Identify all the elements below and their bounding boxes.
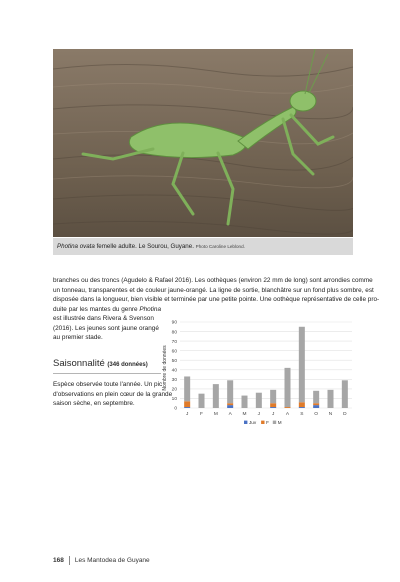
body-line-4 xyxy=(53,305,161,315)
x-tick-label: J xyxy=(257,412,261,417)
bar-juv-9 xyxy=(313,405,319,408)
y-tick-label: 50 xyxy=(171,358,177,364)
y-tick-label: 90 xyxy=(171,320,177,326)
caption-text: femelle adulte. Le Sourou, Guyane. xyxy=(94,243,194,250)
legend-swatch xyxy=(244,421,247,424)
body-line-4a: duite par les mantes du genre xyxy=(53,305,140,313)
x-tick-label: A xyxy=(285,412,290,417)
x-tick-label: M xyxy=(242,412,247,417)
section-line-1: Espèce observée toute l'année. Un pic xyxy=(53,381,163,388)
x-tick-label: F xyxy=(200,412,203,417)
legend-label: M xyxy=(277,420,282,425)
chart-y-ticks xyxy=(172,320,178,412)
page-footer xyxy=(53,556,150,565)
section-line-3: saison sèche, en septembre. xyxy=(53,400,135,407)
page-number: 168 xyxy=(53,557,64,565)
bar-f-9 xyxy=(313,403,319,405)
body-line-6: (2016). Les jeunes sont jaune orangé xyxy=(53,324,159,332)
x-tick-label: N xyxy=(328,412,333,417)
mantis-illustration xyxy=(53,49,353,237)
genus-name: Photina xyxy=(139,305,162,313)
bar-f-7 xyxy=(284,407,290,408)
mantis-photo xyxy=(53,49,353,237)
y-tick-label: 80 xyxy=(171,330,177,336)
seasonality-chart xyxy=(160,314,356,432)
section-title xyxy=(53,358,163,369)
bar-m-4 xyxy=(241,396,247,408)
bar-m-3 xyxy=(227,380,233,403)
x-tick-label: A xyxy=(228,412,232,417)
chart-x-ticks xyxy=(186,411,347,417)
section-title-text: Saisonnalité xyxy=(53,358,105,369)
photo-caption xyxy=(53,238,353,255)
bar-juv-0 xyxy=(184,407,190,408)
body-line-1: branches ou des troncs (Agudelo & Rafael 2016). Les oothèques (environ 22 mm de long) sont arrondies comme xyxy=(53,277,373,284)
bar-m-5 xyxy=(256,393,262,408)
x-tick-label: M xyxy=(213,412,218,417)
y-tick-label: 60 xyxy=(171,349,177,355)
x-tick-label: J xyxy=(271,412,275,417)
bar-m-6 xyxy=(270,390,276,403)
body-line-2: un tonneau, transparentes et de couleur jaune-orangé. La ligne de sortie, blanchâtre sur un fond plus sombre, est xyxy=(53,286,374,294)
caption-species: Photina ovata xyxy=(57,243,95,250)
bar-f-8 xyxy=(299,402,305,407)
book-title: Les Mantodea de Guyane xyxy=(74,557,150,565)
bar-m-0 xyxy=(184,376,190,401)
x-tick-label: S xyxy=(300,412,304,417)
bar-m-2 xyxy=(213,384,219,408)
y-tick-label: 40 xyxy=(171,368,177,374)
x-tick-label: D xyxy=(343,412,347,417)
bar-f-3 xyxy=(227,403,233,405)
bar-m-8 xyxy=(299,327,305,402)
legend-swatch xyxy=(273,421,276,424)
bar-f-6 xyxy=(270,403,276,407)
footer-separator xyxy=(69,556,70,565)
y-tick-label: 10 xyxy=(171,397,177,403)
y-tick-label: 20 xyxy=(171,387,177,393)
body-line-3: disposée dans la longueur, bien visible et terminée par une petite pointe. Une oothèque représentative de celle pro- xyxy=(53,296,380,303)
y-tick-label: 0 xyxy=(174,406,177,412)
caption-credit: Photo Caroline Leblond. xyxy=(195,244,245,249)
section-count: (346 données) xyxy=(107,362,148,368)
bar-m-1 xyxy=(198,394,204,408)
y-tick-label: 30 xyxy=(171,378,177,384)
section-line-2: d'observations en plein cœur de la grande xyxy=(53,390,173,398)
bar-f-0 xyxy=(184,401,190,407)
bar-juv-6 xyxy=(270,407,276,408)
chart-legend xyxy=(244,420,282,425)
bar-m-11 xyxy=(342,380,348,408)
legend-label: F xyxy=(266,420,269,425)
body-line-7: au premier stade. xyxy=(53,334,103,341)
bar-juv-3 xyxy=(227,405,233,408)
chart-gridlines xyxy=(180,322,352,408)
legend-label: Juv xyxy=(249,420,257,425)
chart-bars xyxy=(184,327,348,408)
x-tick-label: O xyxy=(314,412,319,417)
y-tick-label: 70 xyxy=(171,339,177,345)
section-divider xyxy=(53,373,161,374)
bar-juv-8 xyxy=(299,407,305,408)
bar-m-9 xyxy=(313,391,319,403)
chart-y-label: Nombre de données xyxy=(162,345,168,391)
bar-m-10 xyxy=(327,390,333,408)
x-tick-label: J xyxy=(185,412,189,417)
legend-swatch xyxy=(261,421,264,424)
bar-m-7 xyxy=(284,368,290,407)
body-line-5: est illustrée dans Rivera & Svenson xyxy=(53,315,154,322)
